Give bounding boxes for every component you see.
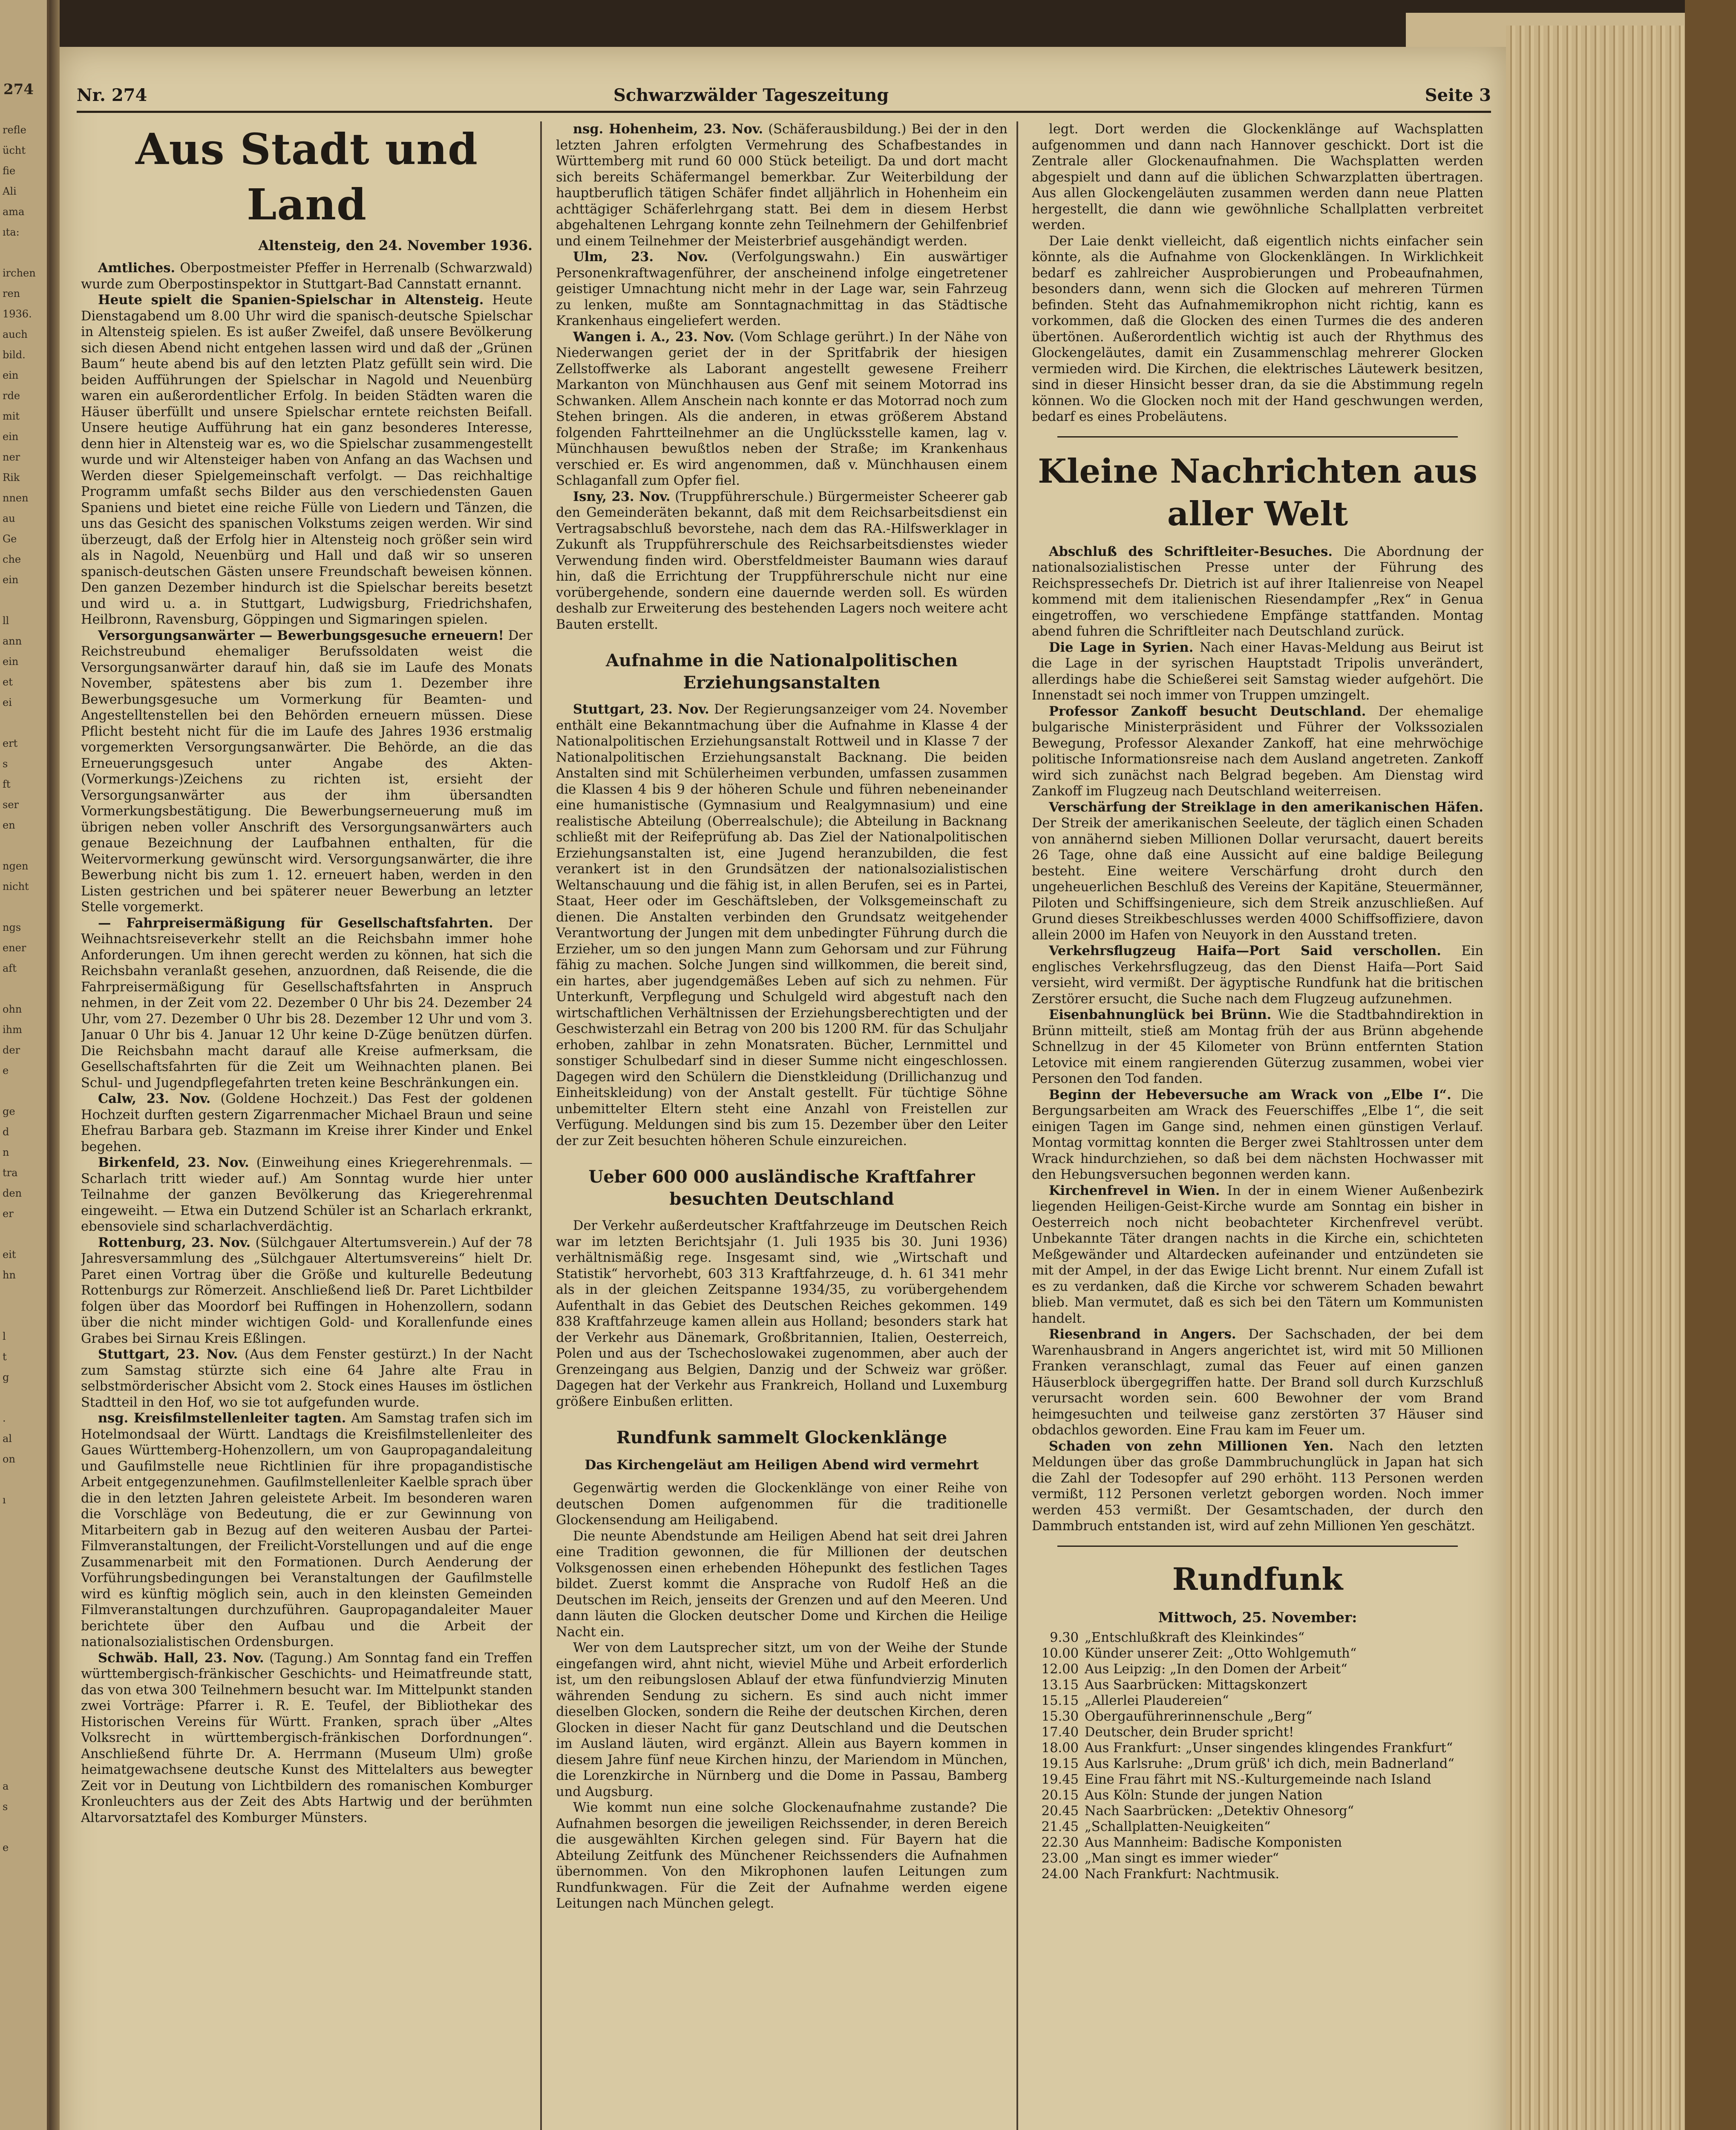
previous-page-fragment: n (3, 1146, 9, 1158)
article-lead: Isny, 23. Nov. (573, 489, 671, 504)
radio-title: Aus Leipzig: „In den Domen der Arbeit“ (1085, 1661, 1347, 1677)
previous-page-fragment: mit (3, 410, 20, 422)
previous-page-fragment: aft (3, 962, 17, 974)
section-title-stadt-land: Aus Stadt und Land (135, 124, 478, 230)
previous-page-fragment: l (3, 1330, 6, 1342)
headline-erziehungsanstalten: Aufnahme in die Nationalpolitischen Erziehungsanstalten (605, 651, 958, 693)
previous-page-fragment: bild. (3, 349, 26, 361)
article-lead: Verkehrsflugzeug Haifa—Port Said verschollen. (1049, 943, 1441, 958)
previous-page-fragment: ngen (3, 860, 29, 872)
previous-page-fragment: auch (3, 328, 28, 340)
article-erziehungsanstalten (556, 702, 1008, 1149)
previous-page-fragment: hn (3, 1269, 16, 1281)
column-3 (1032, 121, 1483, 2130)
previous-page-fragment: che (3, 553, 21, 565)
article-paragraph (81, 1347, 533, 1410)
previous-page-fragment: e (3, 1842, 9, 1854)
article-text: Der Reichstreubund ehemaliger Berufssoldaten weist die Versorgungsanwärter darauf hin, daß sie im Laufe des Monats November, spätestens aber bis zum 1. Dezember ihre Bewerbungsgesuche um Vormerkung für Beamten- und Angestelltenstellen bei den Behörden erneuern müssen. Diese Pflicht besteht nicht für die im Laufe des Jahres 1936 erstmalig vorgemerkten Versorgungsanwärter. Die Behörde, an die das Erneuerungsgesuch unter Angabe des Akten-(Vormerkungs-)Zeichens zu richten ist, ersieht der Versorgungsanwärter aus der ihm übersandten Vormerkungsbestätigung. Die Bewerbungserneuerung muß im übrigen neben voller Anschrift des Versorgungsanwärters auch genaue Bezeichnung der Laufbahnen enthalten, für die Weitervormerkung gewünscht wird. Versorgungsanwärter, die ihre Bewerbung nicht bis zum 1. 12. erneuert haben, werden in den Listen gestrichen und bei späterer neuer Bewerbung an letzter Stelle vorgemerkt. (81, 628, 533, 915)
previous-page-fragment: tra (3, 1167, 18, 1179)
article-paragraph (81, 1235, 533, 1347)
article-lead: Heute spielt die Spanien-Spielschar in Altensteig. (98, 292, 484, 308)
radio-title: Aus Köln: Stunde der jungen Nation (1085, 1787, 1323, 1803)
article-glockenklaenge (556, 1480, 1008, 1912)
issue-number: Nr. 274 (77, 85, 147, 105)
previous-page-fragment: ein (3, 574, 19, 586)
previous-page-fragment: al (3, 1433, 12, 1445)
article-lead: Wangen i. A., 23. Nov. (573, 329, 734, 345)
radio-program (1032, 1630, 1483, 1882)
section-title-kleine-nachrichten: Kleine Nachrichten aus aller Welt (1038, 452, 1477, 533)
radio-title: „Allerlei Plaudereien“ (1085, 1693, 1229, 1708)
radio-item (1032, 1803, 1483, 1819)
headline-glockenklaenge: Rundfunk sammelt Glockenklänge (616, 1428, 947, 1448)
previous-page-fragment: e (3, 1065, 9, 1077)
book-binding (1685, 0, 1736, 2130)
radio-time: 17.40 (1041, 1724, 1079, 1740)
column-rule (1016, 121, 1018, 2130)
article-paragraph (556, 121, 1008, 249)
article-text: (Sülchgauer Altertumsverein.) Auf der 78 Jahresversammlung des „Sülchgauer Altertumsvereins“ hielt Dr. Paret einen Vortrag über die Größe und kulturelle Bedeutung Rottenburgs zur Römerzeit. Anschließend ließ Dr. Paret Lichtbilder folgen über das Moordorf bei Ruffingen in Hohenzollern, sodann über die nicht minder wichtigen Gold- und Korallenfunde eines Grabes bei Sirnau Kreis Eßlingen. (81, 1235, 533, 1346)
radio-title: „Entschlußkraft des Kleinkindes“ (1085, 1630, 1305, 1645)
previous-page-fragment: ohn (3, 1003, 22, 1015)
radio-time: 10.00 (1041, 1646, 1079, 1661)
article-paragraph (81, 915, 533, 1091)
previous-page-fragment: g (3, 1371, 9, 1383)
article-paragraph (81, 1410, 533, 1650)
section-title-rundfunk: Rundfunk (1172, 1560, 1343, 1597)
article-lead: Ulm, 23. Nov. (573, 249, 708, 265)
page-gutter (49, 0, 60, 2130)
article-paragraph (1032, 640, 1483, 704)
radio-item (1032, 1787, 1483, 1803)
previous-page-fragment: irchen (3, 267, 36, 279)
radio-day: Mittwoch, 25. November: (1158, 1609, 1357, 1626)
previous-page-fragment: ner (3, 451, 20, 463)
article-lead: nsg. Hohenheim, 23. Nov. (573, 121, 763, 137)
article-text: Die Abordnung der nationalsozialistischen Presse unter der Führung des Reichspressechefs Dr. Dietrich ist auf ihrer Italienreise von Neapel kommend mit dem italienischen Riesendampfer „Rex“ in Genua eingetroffen, wo verschiedene Empfänge stattfanden. Montag abend fuhren die Schriftleiter nach Deutschland zurück. (1032, 544, 1483, 639)
radio-item (1032, 1724, 1483, 1740)
previous-page-fragment: ft (3, 778, 11, 790)
article-paragraph (81, 1650, 533, 1826)
previous-page-fragment: ama (3, 206, 25, 218)
article-lead: Die Lage in Syrien. (1049, 639, 1194, 655)
newspaper-page (60, 47, 1506, 2130)
article-text: Der ehemalige bulgarische Ministerpräsident und Führer der Volkssozialen Bewegung, Professor Alexander Zankoff, hat eine mehrwöchige politische Informationsreise nach dem Ausland angetreten. Zankoff wird sich zunächst nach Belgrad begeben. Am Dienstag wird Zankoff im Flugzeug nach Deutschland weiterreisen. (1032, 704, 1483, 799)
article-text: (Schäferausbildung.) Bei der in den letzten Jahren erfolgten Vermehrung des Schafbestandes in Württemberg mit rund 60 000 Stück beteiligt. Da und dort macht sich bereits Schäfermangel bemerkbar. Zur Weiterbildung der hauptberuflich tätigen Schäfer findet alljährlich in Hohenheim ein achttägiger Schäferlehrgang statt. Bei dem in diesem Herbst abgehaltenen Lehrgang konnte zehn Teilnehmern der Gehilfenbrief und einem Teilnehmer der Meisterbrief ausgehändigt werden. (556, 122, 1008, 249)
article-paragraph (1032, 1327, 1483, 1439)
previous-page-fragment: ngs (3, 921, 21, 933)
article-lead: Rottenburg, 23. Nov. (98, 1235, 251, 1250)
previous-page-fragment: ıta: (3, 226, 20, 238)
article-paragraph (1032, 1439, 1483, 1534)
previous-page-fragment: d (3, 1126, 9, 1138)
radio-time: 19.45 (1041, 1772, 1079, 1787)
article-lead: Beginn der Hebeversuche am Wrack von „Elbe I“. (1049, 1087, 1451, 1102)
news-list (1032, 544, 1483, 1534)
radio-title: Eine Frau fährt mit NS.-Kulturgemeinde nach Island (1085, 1772, 1431, 1787)
section-rule (1057, 1546, 1458, 1547)
article-lead: Abschluß des Schriftleiter-Besuches. (1049, 544, 1333, 559)
article-text: Ein englisches Verkehrsflugzeug, das den Dienst Haifa—Port Said versieht, wird vermißt. Der ägyptische Rundfunk hat die britischen Zerstörer ersucht, die Suche nach dem Flugzeug aufzunehmen. (1032, 944, 1483, 1007)
page-number: Seite 3 (1425, 85, 1491, 105)
article-text: Wie die Stadtbahndirektion in Brünn mitteilt, stieß am Montag früh der aus Brünn abgehende Schnellzug in der 45 Kilometer von Brünn entfernten Station Letovice mit einem rangierenden Güterzug zusammen, wobei vier Personen den Tod fanden. (1032, 1007, 1483, 1086)
previous-page-fragment: fie (3, 165, 16, 177)
article-paragraph (81, 260, 533, 292)
radio-time: 24.00 (1041, 1866, 1079, 1882)
radio-title: „Man singt es immer wieder“ (1085, 1851, 1279, 1866)
previous-page-fragment: ücht (3, 144, 26, 156)
article-paragraph (556, 329, 1008, 489)
article-kraftfahrer: Der Verkehr außerdeutscher Kraftfahrzeuge im Deutschen Reich war im letzten Berichtsjahr (1. Juli 1935 bis 30. Juni 1936) verhältnismäßig rege. Insgesamt sind, wie „Wirtschaft und Statistik“ hervorhebt, 603 313 Kraftfahrzeuge, d. h. 61 341 mehr als in der gleichen Zeitspanne 1934/35, zu vorübergehendem Aufenthalt in das Gebiet des Deutschen Reiches gekommen. 149 838 Kraftfahrzeuge kamen allein aus Holland; besonders stark hat der Verkehr aus Dänemark, Großbritannien, Italien, Oesterreich, Polen und aus der Tschechoslowakei zugenommen, aber auch der Grenzeingang aus Belgien, Danzig und der Schweiz war größer. Dagegen hat der Verkehr aus Frankreich, Holland und Luxemburg größere Einbußen erlitten. (556, 1218, 1008, 1409)
previous-page-fragment: Rik (3, 472, 20, 484)
article-lead: Schwäb. Hall, 23. Nov. (98, 1650, 264, 1666)
previous-page-number: 274 (3, 81, 34, 98)
article-lead: Eisenbahnunglück bei Brünn. (1049, 1007, 1272, 1022)
previous-page-fragment: s (3, 1801, 8, 1813)
article-text: In der in einem Wiener Außenbezirk liegenden Heiligen-Geist-Kirche wurde am Sonntag ein bisher in Oesterreich noch nicht beobachteter Kirchenfrevel verübt. Unbekannte Täter drangen nachts in die Kirche ein, schichteten Meßgewänder und Altardecken aufeinander und entzündeten sie mit der Ampel, in der das Ewige Licht brennt. Nur einem Zufall ist es zu verdanken, daß die Kirche vor schwerem Schaden bewahrt blieb. Man vermutet, daß es sich bei den Tätern um Kommunisten handelt. (1032, 1183, 1483, 1326)
previous-page-fragment: on (3, 1453, 15, 1465)
book-page-edges (1506, 26, 1685, 2130)
subheadline-kirchengelaeut: Das Kirchengeläut am Heiligen Abend wird vermehrt (584, 1457, 979, 1473)
radio-time: 13.15 (1041, 1677, 1079, 1692)
article-paragraph (556, 249, 1008, 329)
radio-time: 19.15 (1041, 1756, 1079, 1771)
radio-item (1032, 1756, 1483, 1772)
article-text: Die Bergungsarbeiten am Wrack des Feuerschiffes „Elbe 1“, die seit einigen Tagen im Gange sind, nehmen einen günstigen Verlauf. Montag vormittag konnten die Berger zwei Stahltrossen unter dem Wrack hindurchziehen, so daß bei dem nächsten Hochwasser mit den Hebungsversuchen begonnen werden kann. (1032, 1087, 1483, 1182)
previous-page-fragment: et (3, 676, 13, 688)
article-lead: Schaden von zehn Millionen Yen. (1049, 1438, 1334, 1454)
radio-time: 20.45 (1041, 1803, 1079, 1819)
article-paragraph (1032, 704, 1483, 800)
column-2 (556, 121, 1008, 2130)
radio-title: Aus Saarbrücken: Mittagskonzert (1085, 1677, 1307, 1692)
previous-page-fragment: a (3, 1780, 9, 1792)
radio-title: Aus Mannheim: Badische Komponisten (1085, 1835, 1342, 1850)
previous-page-fragment: den (3, 1187, 22, 1199)
radio-title: Nach Saarbrücken: „Detektiv Ohnesorg“ (1085, 1803, 1354, 1819)
article-text: Heute Dienstagabend um 8.00 Uhr wird die spanisch-deutsche Spielschar in Altensteig spielen. Es ist außer Zweifel, daß unsere Bevölkerung sich diesen Abend nicht entgehen lassen wird und daß der „Grünen Baum“ heute abend bis auf den letzten Platz gefüllt sein wird. Die beiden Aufführungen der Spielschar in Nagold und Neuenbürg waren ein außerordentlicher Erfolg. In beiden Städten waren die Häuser überfüllt und unsere Spielschar erntete reichsten Beifall. Unsere heutige Aufführung hat ein ganz besonderes Interesse, denn hier in Altensteig war es, wo die Spielschar zusammengestellt wurde und wir Altensteiger haben von Anfang an das Wachsen und Werden dieser Spielgemeinschaft verfolgt. — Das reichhaltige Programm umfaßt sechs Bilder aus den verschiedensten Gauen Spaniens und bietet eine reiche Fülle von Liedern und Tänzen, die uns das Gesicht des spanischen Volkstums zeigen werden. Wir sind überzeugt, daß der Erfolg hier in Altensteig noch größer sein wird als in Nagold, Neuenbürg und Hall und daß wir so unseren spanisch-deutschen Gästen unsere Freundschaft beweisen können. Den ganzen Dezember hindurch ist die Spielschar bereits besetzt und wird u. a. in Stuttgart, Ludwigsburg, Friedrichshafen, Heilbronn, Ravensburg, Göppingen und Sigmaringen spielen. (81, 293, 533, 627)
dateline: Altensteig, den 24. November 1936. (258, 237, 533, 253)
article-text: (Aus dem Fenster gestürzt.) In der Nacht zum Samstag stürzte sich eine 64 Jahre alte Frau in selbstmörderischer Absicht vom 2. Stock eines Hauses im östlichen Stadtteil in den Hof, wo sie tot aufgefunden wurde. (81, 1347, 533, 1410)
article-paragraph (1032, 544, 1483, 640)
article-paragraph (1032, 1087, 1483, 1183)
previous-page-fragment: ert (3, 737, 18, 749)
radio-title: „Schallplatten-Neuigkeiten“ (1085, 1819, 1271, 1834)
previous-page-fragment: . (3, 1412, 6, 1424)
article-paragraph: Die neunte Abendstunde am Heiligen Abend hat seit drei Jahren eine Tradition gewonnen, die für Millionen der deutschen Volksgenossen einen erhebenden Höhepunkt des festlichen Tages bildet. Zuerst kommt die Ansprache von Rudolf Heß an die Deutschen im Reich, jenseits der Grenzen und auf den Meeren. Und dann läuten die Glocken deutscher Dome und Kirchen die Heilige Nacht ein. (556, 1528, 1008, 1640)
article-paragraph (81, 292, 533, 628)
radio-item (1032, 1866, 1483, 1882)
previous-page-fragment: eit (3, 1249, 16, 1261)
radio-title: Künder unserer Zeit: „Otto Wohlgemuth“ (1085, 1646, 1357, 1661)
article-paragraph (556, 702, 1008, 1149)
radio-title: Obergauführerinnenschule „Berg“ (1085, 1709, 1313, 1724)
previous-page-fragment: nnen (3, 492, 29, 504)
radio-item (1032, 1693, 1483, 1709)
article-text: Nach den letzten Meldungen über das große Dammbruchunglück in Japan hat sich die Zahl der Todesopfer auf 290 erhöht. 113 Personen werden vermißt, 112 Personen verletzt geborgen worden. Noch immer werden 453 vermißt. Der Gesamtschaden, der durch den Dammbruch entstanden ist, wird auf zehn Millionen Yen geschätzt. (1032, 1439, 1483, 1534)
radio-time: 15.30 (1041, 1709, 1079, 1724)
section-rule (1057, 436, 1458, 438)
article-paragraph (556, 489, 1008, 633)
article-paragraph: legt. Dort werden die Glockenklänge auf Wachsplatten aufgenommen und dann nach Hannover geschickt. Dort ist die Zentrale aller Glockenaufnahmen. Die Wachsplatten werden abgespielt und dann auf die üblichen Schwarzplatten übertragen. Aus allen Glockengeläuten zusammen werden dann neue Platten hergestellt, die dann wie gewöhnliche Schallplatten verbreitet werden. (1032, 122, 1483, 233)
article-lead: Amtliches. (98, 260, 176, 276)
article-paragraph: Wie kommt nun eine solche Glockenaufnahme zustande? Die Aufnahmen besorgen die jeweiligen Reichssender, in deren Bereich die ausgewählten Kirchen gelegen sind. Für Bayern hat die Abteilung Zeitfunk des Münchener Reichssenders die Aufnahmen übernommen. Von den Mikrophonen laufen Leitungen zum Rundfunkwagen. Für die Zeit der Aufnahme werden eigene Leitungen nach München gelegt. (556, 1800, 1008, 1911)
headline-kraftfahrer: Ueber 600 000 ausländische Kraftfahrer besuchten Deutschland (588, 1167, 975, 1209)
column-2-articles (556, 121, 1008, 633)
article-paragraph (1032, 1183, 1483, 1327)
previous-page-fragment: ein (3, 431, 19, 443)
radio-item (1032, 1709, 1483, 1724)
radio-item (1032, 1630, 1483, 1646)
previous-page-fragment: ll (3, 615, 9, 627)
radio-time: 18.00 (1041, 1740, 1079, 1756)
previous-page-fragment: s (3, 758, 8, 770)
radio-time: 23.00 (1041, 1851, 1079, 1866)
column-1 (81, 121, 533, 2130)
article-text: (Goldene Hochzeit.) Das Fest der goldenen Hochzeit durften gestern Zigarrenmacher Michael Braun und seine Ehefrau Barbara geb. Stazmann im Kreise ihrer Kinder und Enkel begehen. (81, 1091, 533, 1154)
article-lead: Versorgungsanwärter — Bewerbungsgesuche erneuern! (98, 627, 504, 643)
article-paragraph: Der Laie denkt vielleicht, daß eigentlich nichts einfacher sein könnte, als die Aufnahme von Glockenklängen. In Wirklichkeit bedarf es zahlreicher Ausprobierungen und Probeaufnahmen, besonders dann, wenn sich die Glocken auf mehreren Türmen befinden. Steht das Aufnahmemikrophon nicht richtig, kann es vorkommen, daß die Glocken des einen Turmes die des anderen übertönen. Außerordentlich wichtig ist auch der Rhythmus des Glockengeläutes, damit ein Zusammenschlag mehrerer Glocken vermieden wird. Die Kirchen, die elektrisches Läutewerk besitzen, sind in dieser Hinsicht besser dran, da sie die Abstimmung regeln können. Wo die Glocken noch mit der Hand geschwungen werden, bedarf es eines Probeläutens. (1032, 233, 1483, 424)
previous-page-edge (0, 0, 49, 2130)
previous-page-fragment: 1936. (3, 308, 32, 320)
article-lead: Birkenfeld, 23. Nov. (98, 1155, 249, 1170)
article-text: Am Samstag trafen sich im Hotelmondsaal der Württ. Landtags die Kreisfilmstellenleiter des Gaues Württemberg-Hohenzollern, um von Gaupropagandaleitung und Gaufilmstelle neue Richtlinien für ihre propagandistische Arbeit entgegenzunehmen. Gaufilmstellenleiter Kaelble sprach über die in den letzten Jahren geleistete Arbeit. Im besonderen waren die Vorschläge von Bedeutung, die er zur Gewinnung von Mitarbeitern gab in Bezug auf den weiteren Ausbau der Partei-Filmveranstaltungen, der Freilicht-Vorstellungen und auf die enge Zusammenarbeit mit den Formationen. Durch Aenderung der Vorführungsbedingungen bei Veranstaltungen der Gaufilmstelle wird es künftig möglich sein, auch in den kleinsten Gemeinden Filmveranstaltungen durchzuführen. Gaupropagandaleiter Mauer berichtete über den Aufbau und die Arbeit der nationalsozialistischen Ordensburgen. (81, 1411, 533, 1649)
radio-time: 22.30 (1041, 1835, 1079, 1850)
previous-page-fragment: ei (3, 697, 12, 708)
radio-item (1032, 1740, 1483, 1756)
article-text: (Verfolgungswahn.) Ein auswärtiger Personenkraftwagenführer, der anscheinend infolge eingetretener geistiger Umnachtung nicht mehr in der Lage war, sein Fahrzeug zu lenken, mußte am Sonntagnachmittag in das Städtische Krankenhaus eingeliefert werden. (556, 250, 1008, 328)
previous-page-fragment: en (3, 819, 15, 831)
previous-page-fragment: rde (3, 390, 20, 402)
article-paragraph (81, 1091, 533, 1155)
previous-page-fragment: er (3, 1208, 14, 1220)
article-lead: Riesenbrand in Angers. (1049, 1327, 1236, 1342)
page-header (77, 81, 1491, 113)
column-1-articles (81, 260, 533, 1826)
article-paragraph (1032, 800, 1483, 944)
radio-time: 9.30 (1050, 1630, 1079, 1645)
radio-title: Nach Frankfurt: Nachtmusik. (1085, 1866, 1280, 1882)
previous-page-fragment: ihm (3, 1024, 22, 1036)
radio-title: Aus Karlsruhe: „Drum grüß' ich dich, mein Badnerland“ (1085, 1756, 1454, 1771)
article-lead: Verschärfung der Streiklage in den amerikanischen Häfen. (1049, 799, 1483, 815)
article-text: Nach einer Havas-Meldung aus Beirut ist die Lage in der syrischen Hauptstadt Tripolis unverändert, allerdings habe die Schießerei seit Samstag wieder aufgehört. Die Innenstadt sei noch immer von Truppen umzingelt. (1032, 640, 1483, 703)
previous-page-fragment: refle (3, 124, 26, 136)
article-lead: Stuttgart, 23. Nov. (98, 1347, 238, 1362)
article-text: (Vom Schlage gerührt.) In der Nähe von Niederwangen geriet der in der Spritfabrik der hiesigen Zellstoffwerke als Laborant angestellt gewesene Freiherr Markanton von Münchhausen aus Genf mit seinem Motorrad ins Schwanken. Allem Anschein nach konnte er das Motorrad noch zum Stehen bringen. Als die anderen, in etwas größerem Abstand folgenden Fahrtteilnehmer an die Unglücksstelle kamen, lag v. Münchhausen bewußtlos neben der Straße; im Krankenhaus verschied er. Es wird angenommen, daß v. Münchhausen einem Schlaganfall zum Opfer fiel. (556, 329, 1008, 488)
previous-page-fragment: ein (3, 656, 19, 668)
article-paragraph: Wer von dem Lautsprecher sitzt, um von der Weihe der Stunde eingefangen wird, ahnt nicht, wieviel Mühe und Arbeit erforderlich ist, um den reibungslosen Ablauf der etwa fünfundvierzig Minuten währenden Sendung zu sichern. Es sind auch nicht immer dieselben Glocken, sondern die Reihe der deutschen Kirchen, deren Glocken in dieser Nacht für ganz Deutschland und die Deutschen im Ausland läuten, wird ergänzt. Allein aus Bayern kommen in diesem Jahre fünf neue Kirchen hinzu, der Mariendom in München, die Lorenzkirche in Nürnberg und die Dome in Passau, Bamberg und Augsburg. (556, 1641, 1008, 1799)
article-lead: Calw, 23. Nov. (98, 1091, 211, 1106)
article-lead: nsg. Kreisfilmstellenleiter tagten. (98, 1410, 346, 1426)
radio-time: 20.15 (1041, 1787, 1079, 1803)
article-text: (Einweihung eines Kriegerehrenmals. — Scharlach tritt wieder auf.) Am Sonntag wurde hier unter Teilnahme der ganzen Bevölkerung das Kriegerehrenmal eingeweiht. — Etwa ein Dutzend Schüler ist an Scharlach erkrankt, ebensoviele sind scharlachverdächtig. (81, 1155, 533, 1234)
previous-page-fragment: der (3, 1044, 20, 1056)
article-text: (Tagung.) Am Sonntag fand ein Treffen württembergisch-fränkischer Geschichts- und Heimatfreunde statt, das von etwa 300 Teilnehmern besucht war. Im Mittelpunkt standen zwei Vorträge: Pfarrer i. R. E. Teufel, der Bibliothekar des Historischen Vereins für Württ. Franken, sprach über „Altes Volksrecht in württembergisch-fränkischen Dorfordnungen“. Anschließend führte Dr. A. Herrmann (Museum Ulm) große heimatgewachsene deutsche Kunst des Mittelalters aus bewegter Zeit vor in Deutung von Lichtbildern des romanischen Komburger Kronleuchters aus der Zeit des Abts Hartwig und der berühmten Altarvorsatztafel des Komburger Münsters. (81, 1650, 533, 1825)
radio-item (1032, 1661, 1483, 1677)
previous-page-fragment: ı (3, 1494, 6, 1506)
radio-item (1032, 1677, 1483, 1693)
radio-time: 15.15 (1041, 1693, 1079, 1708)
article-paragraph (1032, 943, 1483, 1007)
previous-page-fragment: ser (3, 799, 19, 811)
previous-page-fragment: au (3, 512, 15, 524)
article-text: Der Regierungsanzeiger vom 24. November enthält eine Bekanntmachung über die Aufnahme in Klasse 4 der Nationalpolitischen Erziehungsanstalt Rottweil und in Klasse 7 der Nationalpolitischen Erziehungsanstalt Backnang. Die beiden Anstalten sind mit Schülerheimen verbunden, umfassen zusammen die Klassen 4 bis 9 der höheren Schule und führen nebeneinander eine humanistische (Gymnasium und Realgymnasium) und eine realistische Abteilung (Oberrealschule); die Abteilung in Backnang schließt mit der Reifeprüfung ab. Das Ziel der Nationalpolitischen Erziehungsanstalten ist, eine Jugend heranzubilden, die fest verankert ist in den Grundsätzen der nationalsozialistischen Weltanschauung und die fähig ist, in allen Berufen, sei es in Partei, Staat, Heer oder im Geschäftsleben, der Volksgemeinschaft zu dienen. Die Anstalten verbinden den Grundsatz weitgehender Verantwortung der Jungen mit dem unbedingter Führung durch die Erzieher, um so den jungen Mann zum Gehorsam und zur Führung fähig zu machen. Solche Jungen sind willkommen, die bereit sind, ein hartes, aber jugendgemäßes Leben auf sich zu nehmen. Für Unterkunft, Verpflegung und Schulgeld wird abgestuft nach den wirtschaftlichen Verhältnissen der Erziehungsberechtigten und der Geschwisterzahl ein Betrag von 200 bis 1200 RM. für das Schuljahr erhoben, zahlbar in zehn Monatsraten. Bücher, Lernmittel und sonstiger Schulbedarf sind in dieser Summe nicht eingeschlossen. Dagegen wird den Schülern die Dienstkleidung (Drillichanzug und Einheitskleidung) von der Anstalt gestellt. Für tüchtige Söhne unbemittelter Eltern steht eine Anzahl von Freistellen zur Verfügung. Meldungen sind bis zum 15. Dezember über den Leiter der zur Zeit besuchten höheren Schule einzureichen. (556, 702, 1008, 1148)
radio-item (1032, 1835, 1483, 1851)
radio-item (1032, 1646, 1483, 1661)
previous-page-fragment: ann (3, 635, 22, 647)
article-text: (Truppführerschule.) Bürgermeister Scheerer gab den Gemeinderäten bekannt, daß mit dem Reichsarbeitsdienst ein Vertragsabschluß bevorstehe, nach dem das RA.-Hilfswerklager in Zukunft als Truppführerschule des Reichsarbeitsdienstes wieder Verwendung finden wird. Oberstfeldmeister Baumann wies darauf hin, daß die Errichtung der Truppführerschule nicht nur eine vorübergehende, sondern eine dauernde werden soll. Es würden deshalb zur Erweiterung des bestehenden Lagers noch weitere acht Bauten erstellt. (556, 489, 1008, 632)
radio-item (1032, 1851, 1483, 1866)
previous-page-fragment: t (3, 1351, 7, 1363)
radio-title: Aus Frankfurt: „Unser singendes klingendes Frankfurt“ (1085, 1740, 1453, 1756)
article-paragraph (81, 628, 533, 915)
article-paragraph: Gegenwärtig werden die Glockenklänge von einer Reihe von deutschen Domen aufgenommen für die traditionelle Glockensendung am Heiligabend. (556, 1481, 1008, 1528)
previous-page-fragment: ein (3, 369, 19, 381)
article-lead: Kirchenfrevel in Wien. (1049, 1183, 1220, 1198)
article-paragraph (1032, 1007, 1483, 1087)
previous-page-fragment: ge (3, 1105, 15, 1117)
radio-time: 12.00 (1041, 1661, 1079, 1677)
radio-time: 21.45 (1041, 1819, 1079, 1834)
previous-page-fragment: ener (3, 942, 26, 954)
article-lead: — Fahrpreisermäßigung für Gesellschaftsfahrten. (98, 915, 493, 931)
newspaper-title: Schwarzwälder Tageszeitung (613, 85, 889, 105)
radio-item (1032, 1772, 1483, 1787)
previous-page-fragment: ren (3, 288, 20, 299)
previous-page-fragment: Ge (3, 533, 17, 545)
article-text: Oberpostmeister Pfeffer in Herrenalb (Schwarzwald) wurde zum Oberpostinspektor in Stuttgart-Bad Cannstatt ernannt. (81, 261, 533, 292)
article-glockenklaenge-continued (1032, 121, 1483, 425)
article-text: Der Weihnachtsreiseverkehr stellt an die Reichsbahn immer hohe Anforderungen. Um ihnen gerecht werden zu können, hat sich die Reichsbahn veranlaßt gesehen, anzuordnen, daß Reisende, die die Fahrpreisermäßigung für Gesellschaftsfahrten in Anspruch nehmen, in der Zeit vom 22. Dezember 0 Uhr bis 24. Dezember 24 Uhr, vom 27. Dezember 0 Uhr bis 28. Dezember 12 Uhr und vom 3. Januar 0 Uhr bis 4. Januar 12 Uhr keine D-Züge benützen dürfen. Die Reichsbahn macht darauf alle Kreise aufmerksam, die Gesellschaftsfahrten für die Zeit um Weihnachten planen. Bei Schul- und Jugendpflegefahrten treten keine Beschränkungen ein. (81, 915, 533, 1091)
article-lead: Professor Zankoff besucht Deutschland. (1049, 703, 1366, 719)
article-lead: Stuttgart, 23. Nov. (573, 702, 709, 717)
article-paragraph (81, 1155, 533, 1235)
radio-title: Deutscher, dein Bruder spricht! (1085, 1724, 1294, 1740)
radio-item (1032, 1819, 1483, 1835)
article-text: Der Sachschaden, der bei dem Warenhausbrand in Angers angerichtet ist, wird mit 50 Millionen Franken veranschlagt, zumal das Feuer auf einen ganzen Häuserblock übergegriffen hatte. Der Brand soll durch Kurzschluß verursacht worden sein. 600 Bewohner der vom Brand heimgesuchten und teilweise ganz zerstörten 37 Häuser sind obdachlos geworden. Eine Frau kam im Feuer um. (1032, 1327, 1483, 1438)
previous-page-fragment: nicht (3, 881, 29, 892)
previous-page-fragment: Ali (3, 185, 17, 197)
article-text: Der Streik der amerikanischen Seeleute, der täglich einen Schaden von annähernd sieben Millionen Dollar verursacht, dauert bereits 26 Tage, ohne daß eine Aussicht auf eine baldige Beilegung besteht. Eine weitere Verschärfung droht durch den ungeheuerlichen Beschluß des Vereins der Kapitäne, Steuermänner, Piloten und Schiffsingenieure, sich dem Streik anzuschließen. Auf Grund dieses Streikbeschlusses werden 4000 Schiffsoffiziere, davon allein 2000 im Hafen von Neuyork in den Ausstand treten. (1032, 816, 1483, 943)
column-rule (540, 121, 542, 2130)
